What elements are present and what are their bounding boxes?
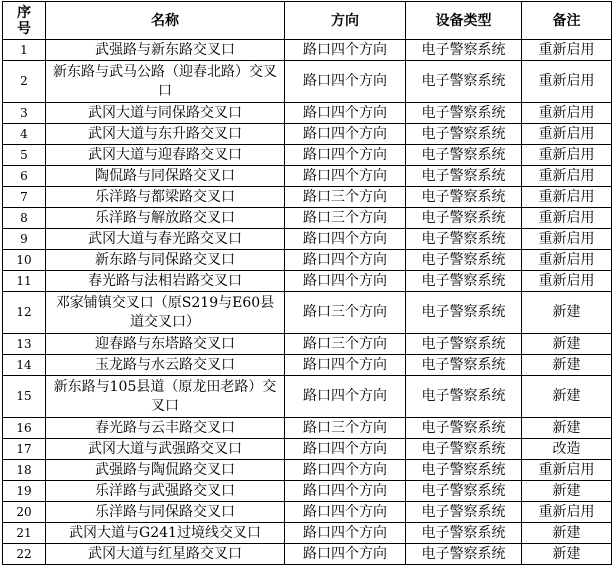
cell-note: 重新启用 [522,124,612,145]
table-row [3,187,612,208]
table-row [3,166,612,187]
table-row [3,355,612,376]
table-row [3,460,612,481]
cell-name: 武冈大道与武强路交叉口 [46,439,285,460]
cell-device: 电子警察系统 [406,544,522,565]
header-note: 备注 [522,2,612,40]
cell-name: 春光路与法相岩路交叉口 [46,271,285,292]
cell-note: 新建 [522,544,612,565]
cell-direction: 路口四个方向 [285,544,406,565]
cell-device: 电子警察系统 [406,334,522,355]
cell-note: 新建 [522,376,612,418]
cell-device: 电子警察系统 [406,418,522,439]
cell-note: 重新启用 [522,103,612,124]
table-row [3,250,612,271]
cell-name: 春光路与云丰路交叉口 [46,418,285,439]
cell-name: 乐洋路与同保路交叉口 [46,502,285,523]
cell-name: 乐洋路与解放路交叉口 [46,208,285,229]
cell-note: 新建 [522,481,612,502]
table-row [3,229,612,250]
cell-device: 电子警察系统 [406,271,522,292]
cell-name: 武冈大道与同保路交叉口 [46,103,285,124]
cell-seq: 9 [3,229,46,250]
cell-seq: 17 [3,439,46,460]
cell-seq: 15 [3,376,46,418]
cell-seq: 20 [3,502,46,523]
cell-direction: 路口三个方向 [285,187,406,208]
cell-direction: 路口四个方向 [285,145,406,166]
cell-note: 重新启用 [522,208,612,229]
cell-name: 武强路与陶侃路交叉口 [46,460,285,481]
cell-seq: 16 [3,418,46,439]
table-row [3,124,612,145]
cell-device: 电子警察系统 [406,250,522,271]
cell-note: 重新启用 [522,460,612,481]
cell-name: 武冈大道与迎春路交叉口 [46,145,285,166]
cell-direction: 路口四个方向 [285,229,406,250]
table-row [3,103,612,124]
table-row [3,439,612,460]
cell-device: 电子警察系统 [406,124,522,145]
cell-name: 陶侃路与同保路交叉口 [46,166,285,187]
header-name: 名称 [46,2,285,40]
cell-seq: 4 [3,124,46,145]
cell-seq: 3 [3,103,46,124]
cell-seq: 14 [3,355,46,376]
cell-name: 邓家铺镇交叉口（原S219与E60县道交叉口） [46,292,285,334]
cell-seq: 1 [3,40,46,61]
cell-seq: 22 [3,544,46,565]
cell-note: 新建 [522,334,612,355]
cell-name: 武冈大道与春光路交叉口 [46,229,285,250]
cell-device: 电子警察系统 [406,439,522,460]
table-body [3,40,612,565]
cell-direction: 路口四个方向 [285,376,406,418]
cell-direction: 路口四个方向 [285,502,406,523]
cell-seq: 19 [3,481,46,502]
cell-direction: 路口三个方向 [285,208,406,229]
cell-note: 新建 [522,355,612,376]
cell-note: 改造 [522,439,612,460]
cell-name: 新东路与同保路交叉口 [46,250,285,271]
table-row [3,61,612,103]
cell-direction: 路口四个方向 [285,250,406,271]
cell-seq: 11 [3,271,46,292]
cell-device: 电子警察系统 [406,229,522,250]
cell-note: 重新启用 [522,502,612,523]
table-row [3,502,612,523]
cell-device: 电子警察系统 [406,481,522,502]
table-row [3,292,612,334]
cell-note: 重新启用 [522,187,612,208]
table-row [3,334,612,355]
cell-note: 重新启用 [522,250,612,271]
cell-seq: 21 [3,523,46,544]
cell-seq: 2 [3,61,46,103]
cell-seq: 8 [3,208,46,229]
cell-name: 武冈大道与红星路交叉口 [46,544,285,565]
cell-note: 重新启用 [522,145,612,166]
cell-name: 乐洋路与武强路交叉口 [46,481,285,502]
cell-device: 电子警察系统 [406,523,522,544]
cell-device: 电子警察系统 [406,376,522,418]
cell-name: 乐洋路与都梁路交叉口 [46,187,285,208]
cell-note: 重新启用 [522,61,612,103]
cell-seq: 12 [3,292,46,334]
cell-direction: 路口四个方向 [285,61,406,103]
cell-device: 电子警察系统 [406,145,522,166]
cell-name: 武强路与新东路交叉口 [46,40,285,61]
cell-note: 新建 [522,418,612,439]
cell-device: 电子警察系统 [406,502,522,523]
cell-name: 新东路与105县道（原龙田老路）交叉口 [46,376,285,418]
cell-note: 重新启用 [522,229,612,250]
cell-device: 电子警察系统 [406,355,522,376]
cell-direction: 路口三个方向 [285,334,406,355]
cell-direction: 路口三个方向 [285,292,406,334]
cell-note: 重新启用 [522,40,612,61]
cell-direction: 路口四个方向 [285,40,406,61]
table-row [3,40,612,61]
cell-name: 武冈大道与G241过境线交叉口 [46,523,285,544]
cell-seq: 13 [3,334,46,355]
intersection-table [2,1,612,565]
header-direction: 方向 [285,2,406,40]
cell-name: 武冈大道与东升路交叉口 [46,124,285,145]
cell-seq: 6 [3,166,46,187]
cell-seq: 18 [3,460,46,481]
cell-device: 电子警察系统 [406,208,522,229]
cell-device: 电子警察系统 [406,166,522,187]
cell-device: 电子警察系统 [406,292,522,334]
cell-device: 电子警察系统 [406,40,522,61]
table-row [3,523,612,544]
cell-device: 电子警察系统 [406,460,522,481]
table-row [3,145,612,166]
cell-direction: 路口四个方向 [285,439,406,460]
cell-device: 电子警察系统 [406,103,522,124]
cell-note: 新建 [522,292,612,334]
table-row [3,208,612,229]
cell-note: 重新启用 [522,166,612,187]
cell-note: 新建 [522,523,612,544]
cell-direction: 路口四个方向 [285,460,406,481]
cell-name: 迎春路与东塔路交叉口 [46,334,285,355]
cell-seq: 5 [3,145,46,166]
table-row [3,481,612,502]
table-row [3,418,612,439]
cell-direction: 路口四个方向 [285,124,406,145]
header-row [3,2,612,40]
table-row [3,544,612,565]
cell-direction: 路口四个方向 [285,271,406,292]
cell-device: 电子警察系统 [406,61,522,103]
cell-direction: 路口四个方向 [285,523,406,544]
cell-note: 重新启用 [522,271,612,292]
cell-seq: 7 [3,187,46,208]
cell-direction: 路口四个方向 [285,166,406,187]
cell-name: 新东路与武马公路（迎春北路）交叉口 [46,61,285,103]
cell-direction: 路口四个方向 [285,355,406,376]
cell-seq: 10 [3,250,46,271]
header-seq: 序号 [3,2,46,40]
cell-name: 玉龙路与水云路交叉口 [46,355,285,376]
cell-device: 电子警察系统 [406,187,522,208]
header-device: 设备类型 [406,2,522,40]
cell-direction: 路口四个方向 [285,103,406,124]
table-row [3,376,612,418]
cell-direction: 路口三个方向 [285,418,406,439]
table-row [3,271,612,292]
cell-direction: 路口四个方向 [285,481,406,502]
